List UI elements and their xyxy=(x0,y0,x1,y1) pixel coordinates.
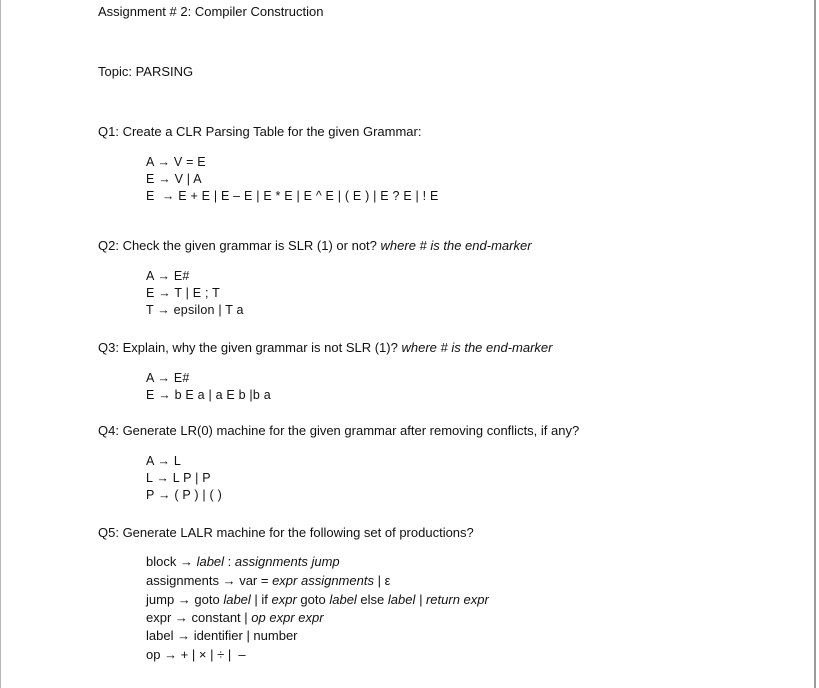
q5-production-line xyxy=(146,610,324,626)
production-text: assignments → var = xyxy=(146,573,273,588)
q5-production-line xyxy=(146,592,489,608)
q3-grammar-line: A → E# xyxy=(146,371,190,385)
q2-grammar-line: A → E# xyxy=(146,269,190,283)
q2-prompt xyxy=(98,238,532,254)
q4-grammar-line: A → L xyxy=(146,454,182,468)
q3-prompt xyxy=(98,340,552,356)
production-italic-text: | return expr xyxy=(415,592,489,607)
q3-end-marker-note: where # is the end-marker xyxy=(401,340,553,355)
q1-grammar-line: A → V = E xyxy=(146,155,206,169)
q5-production-line xyxy=(146,554,340,570)
production-text: : xyxy=(224,554,235,569)
q1-grammar-line: E → E + E | E – E | E * E | E ^ E | ( E ) | E ? E | ! E xyxy=(146,189,439,203)
production-italic-text: op expr expr xyxy=(251,610,324,625)
topic-heading: Topic: PARSING xyxy=(98,64,194,79)
production-text: expr → constant | xyxy=(146,610,252,625)
q4-grammar-line: P → ( P ) | ( ) xyxy=(146,488,222,502)
q5-production-line xyxy=(146,628,298,644)
production-text: | ε xyxy=(373,573,391,588)
q2-grammar-line: T → epsilon | T a xyxy=(146,303,244,317)
q1-prompt: Q1: Create a CLR Parsing Table for the given Grammar: xyxy=(98,124,422,139)
q5-production-line xyxy=(146,573,390,589)
production-italic-text: label xyxy=(387,592,416,607)
production-italic-text: expr xyxy=(271,592,297,607)
q5-production-line xyxy=(146,647,246,663)
production-text: block → xyxy=(146,554,197,569)
q1-grammar-line: E → V | A xyxy=(146,172,202,186)
production-italic-text: expr assignments xyxy=(272,573,374,588)
production-text: | if xyxy=(250,592,272,607)
q3-grammar-line: E → b E a | a E b |b a xyxy=(146,388,271,402)
q2-prompt-text: Q2: Check the given grammar is SLR (1) or not? xyxy=(98,238,381,253)
production-italic-text: label xyxy=(223,592,251,607)
q5-prompt: Q5: Generate LALR machine for the following set of productions? xyxy=(98,525,474,540)
q2-end-marker-note: where # is the end-marker xyxy=(380,238,532,253)
q4-prompt: Q4: Generate LR(0) machine for the given grammar after removing conflicts, if any? xyxy=(98,423,580,438)
assignment-title: Assignment # 2: Compiler Construction xyxy=(98,4,324,19)
q3-prompt-text: Q3: Explain, why the given grammar is not SLR (1)? xyxy=(98,340,402,355)
q2-grammar-line: E → T | E ; T xyxy=(146,286,220,300)
production-italic-text: label xyxy=(329,592,357,607)
production-italic-text: assignments jump xyxy=(234,554,340,569)
production-text: else xyxy=(356,592,388,607)
production-italic-text: label xyxy=(196,554,225,569)
q4-grammar-line: L → L P | P xyxy=(146,471,211,485)
production-text: goto xyxy=(296,592,330,607)
production-text: op → + | × | ÷ | – xyxy=(146,647,246,662)
production-text: label → identifier | number xyxy=(146,628,298,643)
production-text: jump → goto xyxy=(146,592,224,607)
